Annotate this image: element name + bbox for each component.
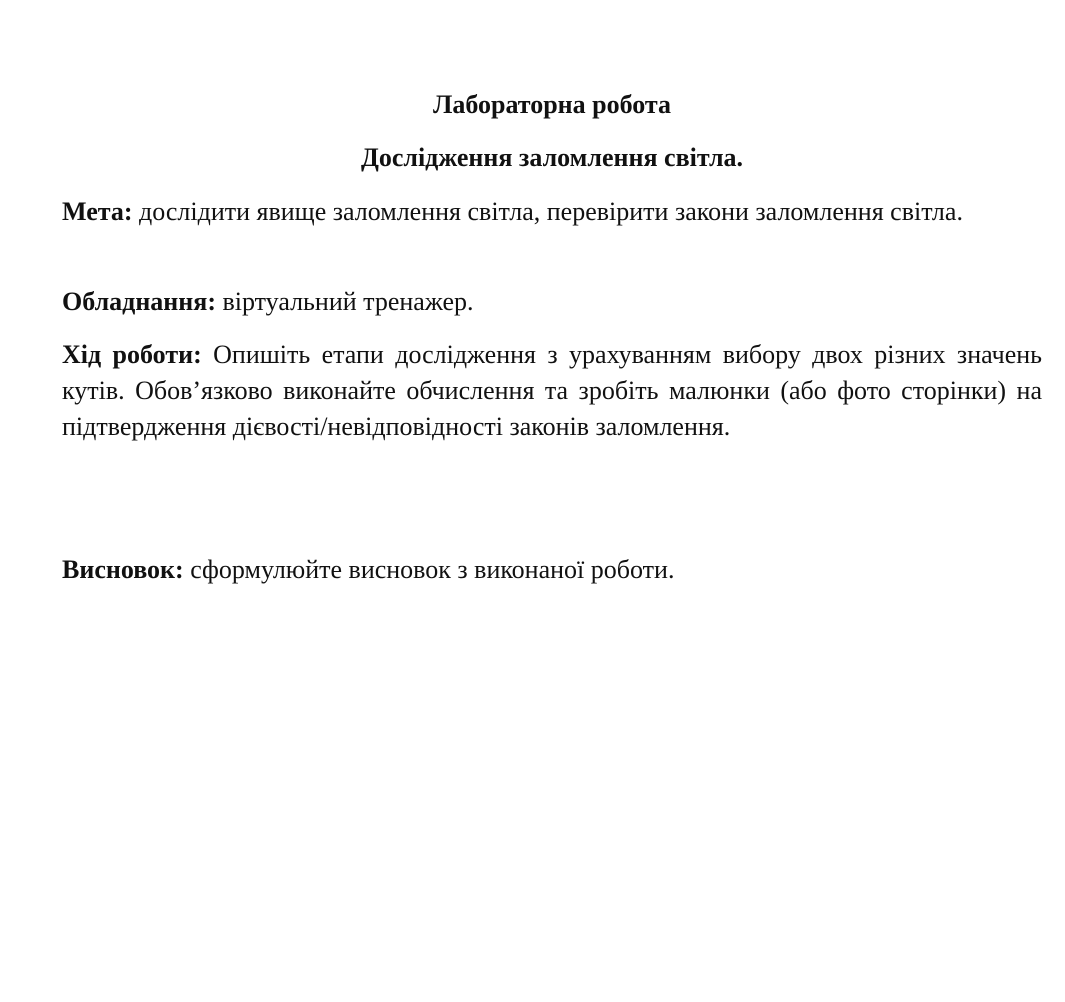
procedure-text: Опишіть етапи дослідження з урахуванням вибору двох різних значень кутів. Обов’язково виконайте обчислення та зробіть малюнки (або фото сторінки) на підтвердження дієвості/невідповідності законів заломлення. [62,340,1043,441]
procedure-label: Хід роботи: [62,340,202,369]
document-subtitle: Дослідження заломлення світла. [360,143,744,172]
goal-paragraph [62,194,1042,230]
document-title: Лабораторна робота [432,90,672,119]
equipment-text: віртуальний тренажер. [222,287,474,316]
equipment-label: Обладнання: [62,287,216,316]
conclusion-text: сформулюйте висновок з виконаної роботи. [190,555,675,584]
goal-label: Мета: [62,197,133,226]
conclusion-label: Висновок: [62,555,184,584]
procedure-paragraph [62,337,1042,445]
equipment-paragraph [62,284,1042,320]
goal-text: дослідити явище заломлення світла, перевірити закони заломлення світла. [138,197,963,226]
conclusion-paragraph [62,552,1042,588]
